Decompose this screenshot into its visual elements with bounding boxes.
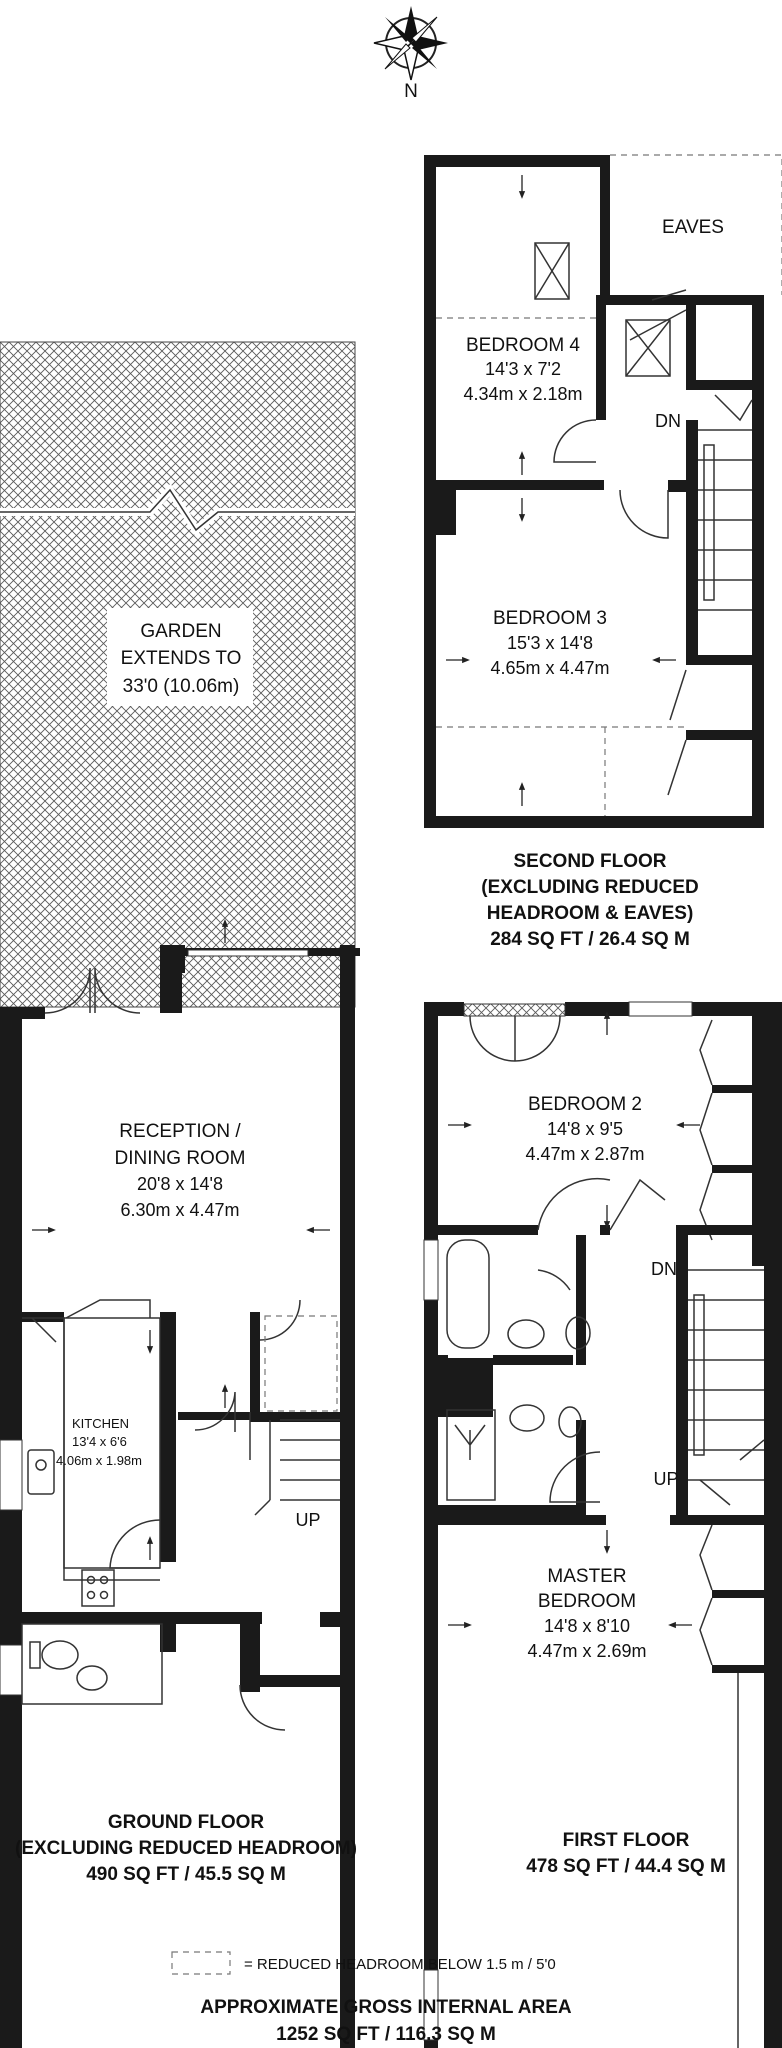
compass-north-label: N bbox=[404, 81, 418, 102]
garden-label-line1: GARDEN bbox=[140, 621, 222, 642]
master-metric: 4.47m x 2.69m bbox=[527, 1641, 647, 1661]
master-line1: MASTER bbox=[547, 1566, 627, 1587]
second-floor-title-1: SECOND FLOOR bbox=[513, 851, 667, 872]
second-floor-title-2: (EXCLUDING REDUCED bbox=[481, 877, 699, 898]
stairs-dn-first: DN bbox=[651, 1259, 677, 1279]
kitchen-imperial: 13'4 x 6'6 bbox=[72, 1434, 127, 1449]
compass-rose-icon bbox=[374, 6, 448, 80]
bedroom4-metric: 4.34m x 2.18m bbox=[463, 384, 583, 404]
second-floor-title-3: HEADROOM & EAVES) bbox=[486, 903, 694, 924]
bedroom2-name: BEDROOM 2 bbox=[527, 1094, 643, 1115]
bedroom4-imperial: 14'3 x 7'2 bbox=[485, 359, 561, 379]
master-imperial: 14'8 x 8'10 bbox=[544, 1616, 630, 1636]
first-floor-title: FIRST FLOOR bbox=[562, 1830, 690, 1851]
total-area-title: APPROXIMATE GROSS INTERNAL AREA bbox=[200, 1997, 572, 2018]
stairs-up-ground: UP bbox=[295, 1510, 321, 1530]
second-floor-area: 284 SQ FT / 26.4 SQ M bbox=[490, 929, 690, 950]
ground-floor-title-1: GROUND FLOOR bbox=[107, 1812, 265, 1833]
legend-text: = REDUCED HEADROOM BELOW 1.5 m / 5'0 bbox=[244, 1956, 556, 1973]
garden-area bbox=[0, 342, 355, 1007]
bedroom3-imperial: 15'3 x 14'8 bbox=[507, 633, 593, 653]
first-floor-area: 478 SQ FT / 44.4 SQ M bbox=[526, 1856, 726, 1877]
garden-label-line3: 33'0 (10.06m) bbox=[122, 676, 240, 697]
legend-dashed-box bbox=[172, 1952, 230, 1974]
reception-line2: DINING ROOM bbox=[114, 1148, 246, 1169]
stairs-up-first: UP bbox=[653, 1469, 679, 1489]
total-area-value: 1252 SQ FT / 116.3 SQ M bbox=[276, 2024, 496, 2045]
kitchen-name: KITCHEN bbox=[72, 1416, 130, 1431]
bedroom3-name: BEDROOM 3 bbox=[492, 608, 608, 629]
reception-imperial: 20'8 x 14'8 bbox=[137, 1174, 223, 1194]
master-line2: BEDROOM bbox=[537, 1591, 637, 1612]
stairs-dn-second: DN bbox=[655, 411, 681, 431]
ground-floor-area: 490 SQ FT / 45.5 SQ M bbox=[86, 1864, 286, 1885]
ground-floor-title-2: (EXCLUDING REDUCED HEADROOM) bbox=[15, 1838, 357, 1859]
bedroom3-metric: 4.65m x 4.47m bbox=[490, 658, 610, 678]
kitchen-metric: 4.06m x 1.98m bbox=[56, 1453, 142, 1468]
reception-metric: 6.30m x 4.47m bbox=[120, 1200, 240, 1220]
bedroom4-name: BEDROOM 4 bbox=[465, 335, 581, 356]
bedroom2-metric: 4.47m x 2.87m bbox=[525, 1144, 645, 1164]
second-floor-plan bbox=[424, 155, 782, 828]
bedroom2-imperial: 14'8 x 9'5 bbox=[547, 1119, 623, 1139]
reception-line1: RECEPTION / bbox=[119, 1121, 241, 1142]
eaves-label: EAVES bbox=[662, 217, 724, 238]
garden-label-line2: EXTENDS TO bbox=[120, 648, 242, 669]
